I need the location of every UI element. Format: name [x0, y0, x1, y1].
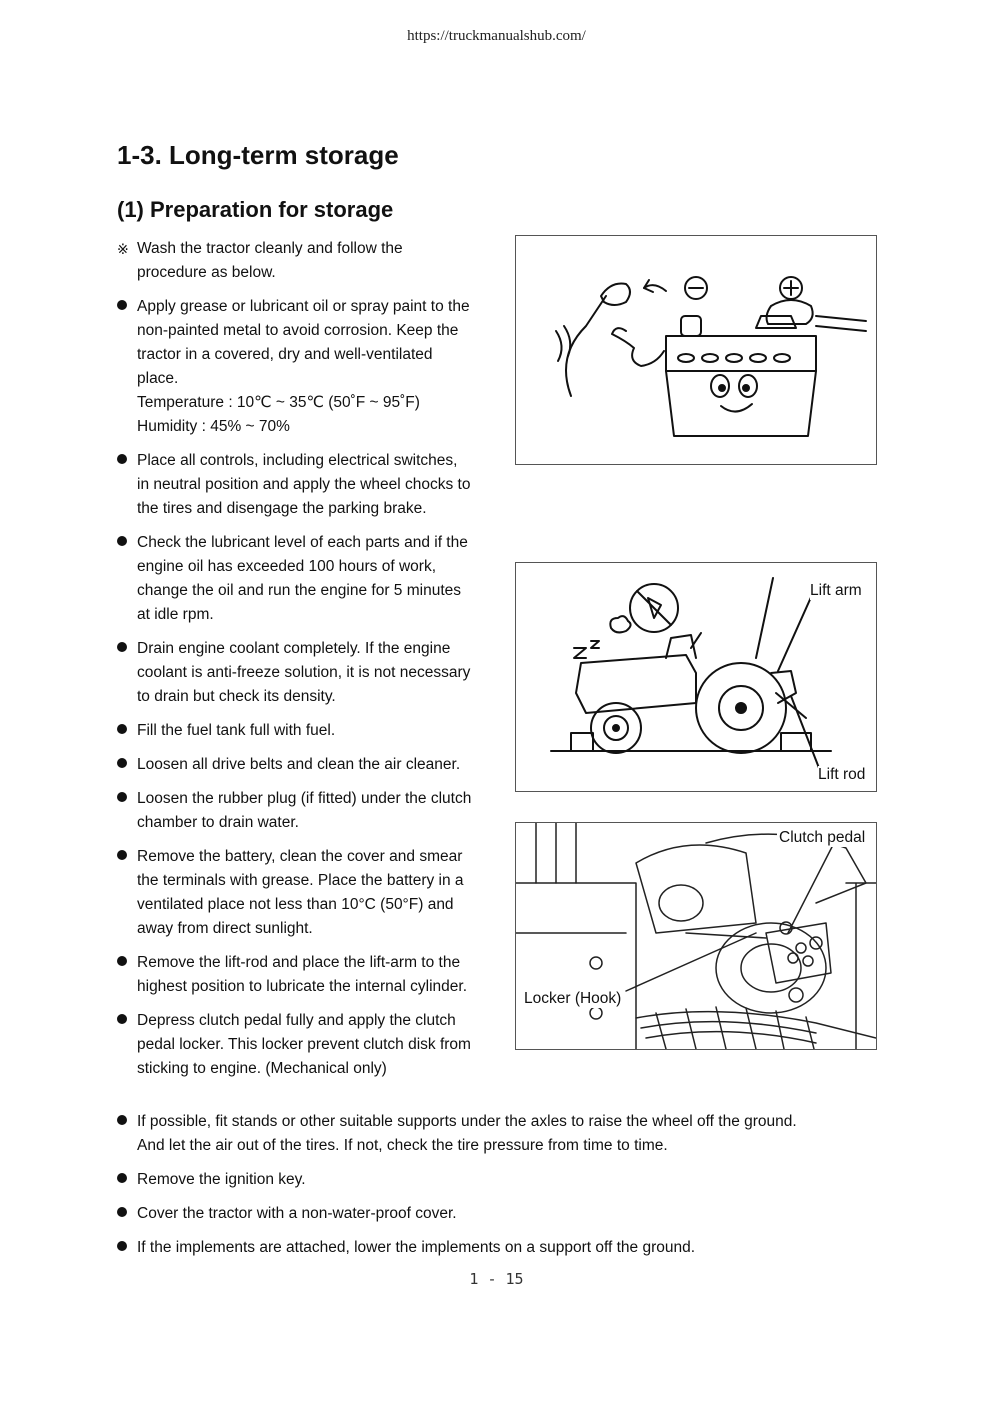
clutch-pedal-illustration: [515, 822, 877, 1050]
bullet-item-corrosion: [117, 295, 502, 439]
bullet-icon: [117, 449, 135, 473]
item-line: Depress clutch pedal fully and apply the clutch: [137, 1012, 456, 1029]
item-line: Apply grease or lubricant oil or spray paint to the: [137, 298, 470, 315]
bullet-icon: [117, 637, 135, 661]
item-line: Fill the fuel tank full with fuel.: [137, 722, 336, 739]
bullet-icon: [117, 753, 135, 777]
bullet-item-rubber-plug: [117, 787, 502, 835]
section-title: 1-3. Long-term storage: [117, 140, 399, 170]
item-line: ventilated place not less than 10°C (50°F) and: [137, 896, 454, 913]
bullet-item-clutch: [117, 1009, 502, 1081]
item-line: to drain but check its density.: [137, 688, 336, 705]
item-line: procedure as below.: [137, 264, 276, 281]
item-line: Drain engine coolant completely. If the engine: [137, 640, 451, 657]
page-number: 1 - 15: [469, 1270, 524, 1288]
bullet-item-lift-rod: [117, 951, 502, 999]
bullet-icon: [117, 1202, 135, 1226]
item-line: at idle rpm.: [137, 606, 214, 623]
item-line: tractor in a covered, dry and well-ventilated: [137, 346, 433, 363]
bullet-icon: [117, 845, 135, 869]
source-url: https://truckmanualshub.com/: [407, 28, 586, 44]
locker-hook-label: Locker (Hook): [524, 990, 622, 1007]
item-line: Remove the ignition key.: [137, 1171, 306, 1188]
item-line: engine oil has exceeded 100 hours of work,: [137, 558, 437, 575]
item-line: highest position to lubricate the internal cylinder.: [137, 978, 468, 995]
item-line: coolant is anti-freeze solution, it is not necessary: [137, 664, 471, 681]
item-line: pedal locker. This locker prevent clutch disk from: [137, 1036, 471, 1053]
tractor-illustration: [515, 562, 877, 792]
item-line: Remove the lift-rod and place the lift-arm to the: [137, 954, 461, 971]
humidity-line: Humidity : 45% ~ 70%: [137, 418, 290, 435]
bullet-icon: [117, 1236, 135, 1260]
bullet-item-ignition-key: [117, 1168, 877, 1192]
battery-drawing: [516, 236, 876, 464]
item-line: place.: [137, 370, 179, 387]
item-line: And let the air out of the tires. If not, check the tire pressure from time to time.: [137, 1137, 668, 1154]
temperature-line: Temperature : 10℃ ~ 35℃ (50˚F ~ 95˚F): [137, 394, 420, 411]
bullet-item-cover: [117, 1202, 877, 1226]
bullet-item-belts: [117, 753, 502, 777]
bullet-icon: [117, 1009, 135, 1033]
item-line: Wash the tractor cleanly and follow the: [137, 240, 403, 257]
lift-rod-label: Lift rod: [818, 766, 866, 783]
bullet-item-battery: [117, 845, 502, 941]
subsection-title: (1) Preparation for storage: [117, 197, 394, 222]
bullet-icon: [117, 719, 135, 743]
item-line: change the oil and run the engine for 5 minutes: [137, 582, 462, 599]
instruction-column: [117, 237, 502, 1091]
item-line: chamber to drain water.: [137, 814, 299, 831]
bullet-icon: [117, 951, 135, 975]
item-line: If the implements are attached, lower the implements on a support off the ground.: [137, 1239, 696, 1256]
item-line: in neutral position and apply the wheel chocks to: [137, 476, 471, 493]
clutch-drawing: [516, 823, 876, 1049]
item-line: Cover the tractor with a non-water-proof cover.: [137, 1205, 457, 1222]
bullet-icon: [117, 1168, 135, 1192]
item-line: the tires and disengage the parking brake.: [137, 500, 427, 517]
battery-illustration: [515, 235, 877, 465]
item-line: Check the lubricant level of each parts and if the: [137, 534, 468, 551]
item-line: non-painted metal to avoid corrosion. Keep the: [137, 322, 459, 339]
bullet-item-lubricant: [117, 531, 502, 627]
item-line: Loosen all drive belts and clean the air cleaner.: [137, 756, 461, 773]
item-line: the terminals with grease. Place the battery in a: [137, 872, 464, 889]
bullet-icon: [117, 1110, 135, 1134]
bullet-item-controls: [117, 449, 502, 521]
clutch-pedal-label: Clutch pedal: [779, 829, 866, 846]
item-line: sticking to engine. (Mechanical only): [137, 1060, 387, 1077]
item-line: If possible, fit stands or other suitable supports under the axles to raise the wheel off the ground.: [137, 1113, 797, 1130]
bullet-item-supports: [117, 1110, 877, 1158]
lift-arm-label: Lift arm: [810, 582, 862, 599]
bullet-icon: [117, 787, 135, 811]
item-line: Loosen the rubber plug (if fitted) under the clutch: [137, 790, 472, 807]
item-line: Place all controls, including electrical switches,: [137, 452, 458, 469]
bullet-item-fuel: [117, 719, 502, 743]
note-item: [117, 237, 502, 285]
bullet-icon: [117, 295, 135, 319]
bullet-item-coolant: [117, 637, 502, 709]
reference-mark: ※: [117, 241, 129, 257]
instruction-list-full: [117, 1110, 877, 1270]
item-line: Remove the battery, clean the cover and smear: [137, 848, 463, 865]
bullet-icon: [117, 531, 135, 555]
item-line: away from direct sunlight.: [137, 920, 313, 937]
bullet-item-implements: [117, 1236, 877, 1260]
